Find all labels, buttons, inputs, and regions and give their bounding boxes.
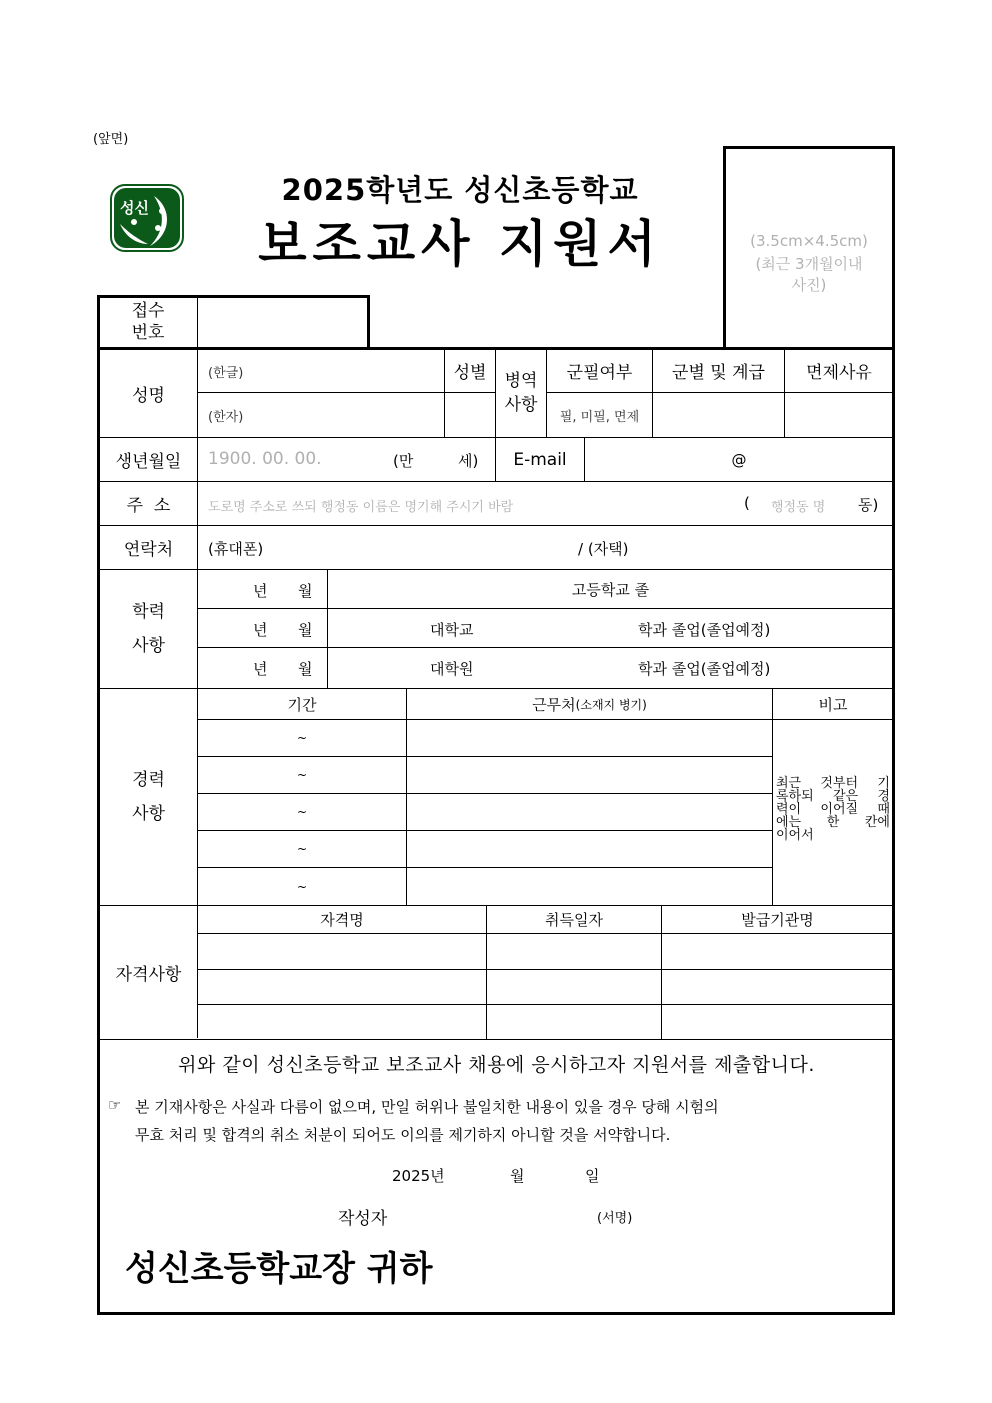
author-name-field[interactable] [410,1200,590,1228]
military-service-status-field[interactable]: 필, 미필, 면제 [559,409,640,425]
military-branch-rank-field[interactable] [653,393,784,437]
certificates-label: 자격사항 [115,965,182,985]
school-logo [110,184,184,252]
photo-box[interactable] [723,146,895,350]
acquisition-date-header: 취득일자 [545,911,603,929]
certificate-name-header: 자격명 [320,911,364,929]
career-period-header: 기간 [287,695,317,714]
military-service-status-header: 군필여부 [566,363,633,383]
military-label-line2: 사항 [504,395,538,415]
gender-label: 성별 [453,363,487,383]
issuing-agency-field-3[interactable] [662,1005,893,1039]
certificate-name-field-3[interactable] [198,1005,486,1039]
military-label [496,349,546,437]
education-grad-date-field[interactable] [198,648,327,688]
career-period-field-3[interactable]: ~ [296,805,308,819]
addressee: 성신초등학교장 귀하 [125,1249,433,1289]
pointing-hand-icon: ☞ [108,1096,122,1114]
form-title: 보조교사 지원서 [258,215,662,273]
remarks-line-1: 최근 것부터 기 [776,776,890,791]
author-label: 작성자 [338,1209,388,1229]
education-label [100,570,197,688]
date-month-field[interactable] [455,1162,505,1186]
remarks-line-5: 이어서 [776,828,814,843]
education-hs-school-field[interactable]: 고등학교 졸 [571,580,650,599]
education-grad-school-field[interactable] [328,648,893,688]
workplace-header-text: 근무처 [532,695,576,714]
contact-label: 연락처 [123,540,174,560]
career-label-line1: 경력 [132,770,165,790]
photo-label-hint: 사진) [791,276,827,294]
email-field[interactable]: @ [731,450,747,469]
career-label-line2: 사항 [132,804,165,824]
form-subtitle: 2025학년도 성신초등학교 [281,173,639,207]
acquisition-date-field-1[interactable] [487,934,661,969]
photo-size-hint: (3.5cm×4.5cm) [750,232,868,250]
certificate-name-field-1[interactable] [198,934,486,969]
issuing-agency-header: 발급기관명 [741,911,814,929]
career-period-field-4[interactable]: ~ [296,842,308,856]
date-day-unit: 일 [585,1167,600,1185]
name-label: 성명 [132,385,165,406]
age-prefix: (만 [393,452,414,470]
graduate-school-label: 대학원 [430,660,474,678]
date-day-field[interactable] [530,1162,580,1186]
age-suffix: 세) [458,452,479,470]
acquisition-date-field-2[interactable] [487,970,661,1004]
career-workplace-header [407,689,772,719]
career-label [100,689,197,905]
issuing-agency-field-2[interactable] [662,970,893,1004]
education-hs-date-field[interactable] [198,570,327,608]
exemption-reason-header: 면제사유 [806,363,872,383]
gender-field[interactable] [445,393,495,437]
date-month-unit: 월 [510,1167,525,1185]
career-remarks-note [776,777,890,842]
career-workplace-field-5[interactable] [407,868,772,905]
birthdate-label: 생년월일 [115,452,182,472]
education-univ-date-field[interactable] [198,609,327,647]
department-graduation-label: 학과 졸업(졸업예정) [638,621,771,639]
dong-hint: 행정동 명 [771,500,826,515]
mobile-phone-label: (휴대폰) [208,540,264,558]
year-unit: 년 [253,660,268,678]
pledge-line-2: 무효 처리 및 합격의 취소 처분이 되어도 이의를 제기하지 아니할 것을 서약합니다. [135,1126,671,1144]
military-label-line1: 병역 [504,371,538,391]
dong-suffix: 동) [858,496,879,514]
year-unit: 년 [253,621,268,639]
dong-open-paren: ( [744,494,750,512]
career-period-field-1[interactable]: ~ [296,731,308,745]
receipt-number-field[interactable] [199,298,367,348]
month-unit: 월 [298,660,313,678]
career-workplace-field-1[interactable] [407,720,772,756]
issuing-agency-field-1[interactable] [662,934,893,969]
department-graduation-label: 학과 졸업(졸업예정) [638,660,771,678]
exemption-reason-field[interactable] [785,393,893,437]
name-hangul-field[interactable] [198,349,444,392]
receipt-label-line1: 접수 [131,301,165,321]
education-label-line1: 학력 [132,602,165,622]
education-label-line2: 사항 [132,636,165,656]
career-period-field-2[interactable]: ~ [296,768,308,782]
remarks-line-2: 록하되 같은 경 [776,789,890,804]
certificate-name-field-2[interactable] [198,970,486,1004]
mobile-phone-field[interactable] [198,526,558,569]
pledge-line-1: 본 기재사항은 사실과 다름이 없으며, 만일 허위나 불일치한 내용이 있을 경우 당해 시험의 [135,1098,719,1116]
remarks-line-3: 력이 이어질 때 [776,802,890,817]
school-emblem-icon [110,184,184,252]
address-field[interactable] [198,482,893,525]
address-label: 주 소 [126,496,171,516]
birthdate-field[interactable] [198,438,495,481]
career-workplace-field-3[interactable] [407,794,772,830]
month-unit: 월 [298,621,313,639]
receipt-label [100,300,196,344]
birthdate-placeholder: 1900. 00. 00. [208,449,322,469]
photo-recency-hint: (최근 3개월이내 [755,255,863,273]
workplace-header-note: (소재지 병기) [575,697,647,712]
email-label: E-mail [513,449,567,470]
acquisition-date-field-3[interactable] [487,1005,661,1039]
home-phone-label: / (자택) [578,540,629,558]
application-statement: 위와 같이 성신초등학교 보조교사 채용에 응시하고자 지원서를 제출합니다. [178,1054,815,1076]
remarks-line-4: 에는 한 칸에 [776,815,890,830]
education-univ-field[interactable] [328,609,893,647]
name-hanja-field[interactable] [198,393,444,437]
career-workplace-field-2[interactable] [407,757,772,793]
page-side-label: (앞면) [93,132,129,147]
month-unit: 월 [298,582,313,600]
military-branch-rank-header: 군별 및 계급 [672,363,765,383]
logo-text: 성신 [120,199,149,217]
receipt-label-line2: 번호 [131,323,165,343]
university-label: 대학교 [430,621,474,639]
name-hangul-hint: (한글) [208,366,244,381]
date-year: 2025년 [392,1167,445,1185]
home-phone-field[interactable] [560,526,893,569]
career-workplace-field-4[interactable] [407,831,772,867]
career-remarks-header: 비고 [818,695,848,714]
address-placeholder: 도로명 주소로 쓰되 행정동 이름은 명기해 주시기 바람 [208,500,514,515]
career-period-field-5[interactable]: ~ [296,879,308,894]
year-unit: 년 [253,582,268,600]
signature-label: (서명) [597,1211,633,1226]
name-hanja-hint: (한자) [208,410,244,425]
